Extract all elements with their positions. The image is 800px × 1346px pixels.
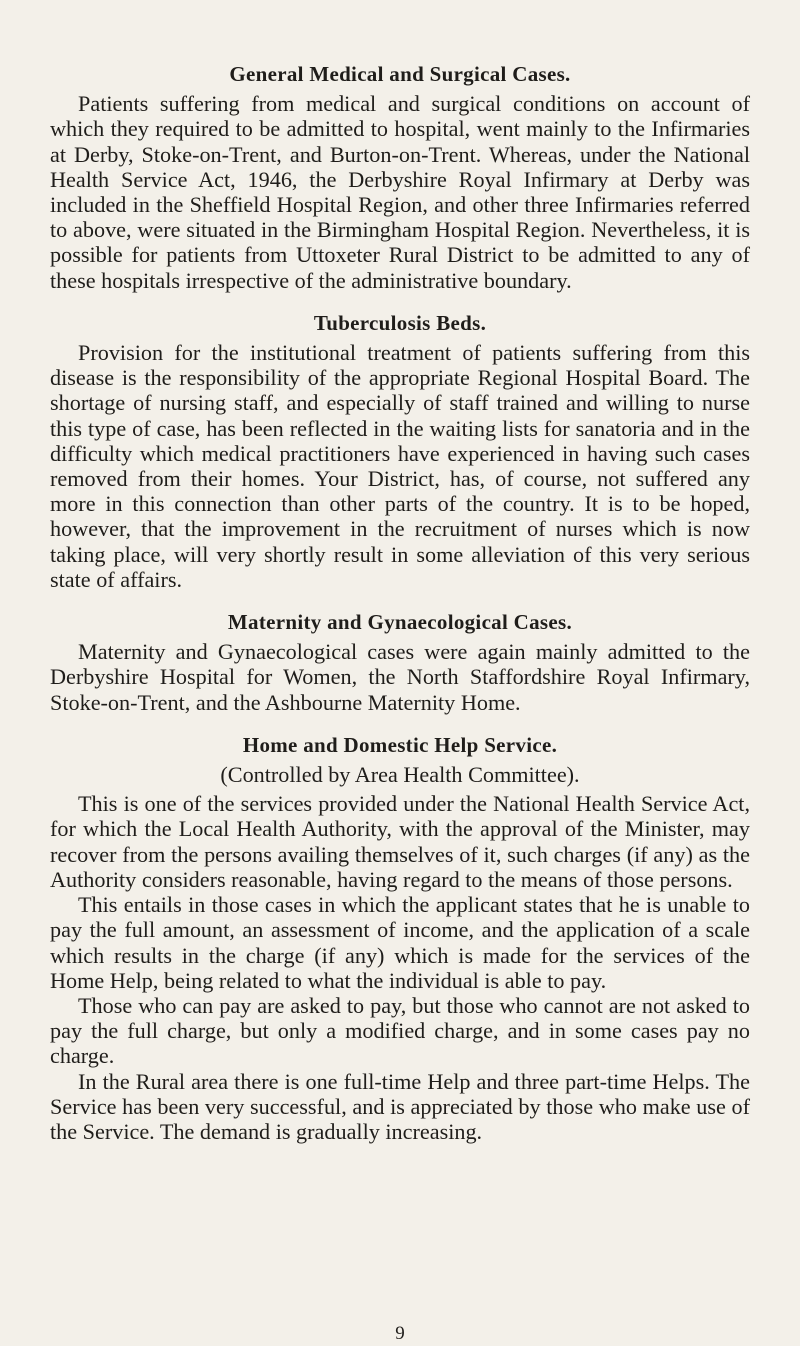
- paragraph-home-help-4: In the Rural area there is one full-time Help and three part-time Helps. The Service has been very successful, and is appreciated by those who make use of the Service. The demand is gradually increasing.: [50, 1068, 750, 1144]
- paragraph-maternity: Maternity and Gynaecological cases were again mainly admitted to the Derbyshire Hospital for Women, the North Staffordshire Royal Infirmary, Stoke-on-Trent, and the Ashbourne Maternity Home.: [50, 639, 750, 715]
- paragraph-tuberculosis: Provision for the institutional treatment of patients suffering from this disease is the responsibility of the appropriate Regional Hospital Board. The shortage of nursing staff, and especially of staff trained and willing to nurse this type of case, has been reflected in the waiting lists for sanatoria and in the difficulty which medical practitioners have experienced in having such cases removed from their homes. Your District, has, of course, not suffered any more in this connection than other parts of the country. It is to be hoped, however, that the improvement in the recruitment of nurses which is now taking place, will very shortly result in some alleviation of this very serious state of affairs.: [50, 340, 750, 592]
- paragraph-home-help-1: This is one of the services provided under the National Health Service Act, for which the Local Health Authority, with the approval of the Minister, may recover from the persons availing themselves of it, such charges (if any) as the Authority considers reasonable, having regard to the means of those persons.: [50, 791, 750, 892]
- section-heading-general-medical: General Medical and Surgical Cases.: [229, 62, 571, 86]
- paragraph-home-help-3: Those who can pay are asked to pay, but those who cannot are not asked to pay the full charge, but only a modified charge, and in some cases pay no charge.: [50, 992, 750, 1069]
- paragraph-general-medical: Patients suffering from medical and surgical conditions on account of which they required to be admitted to hospital, went mainly to the Infirmaries at Derby, Stoke-on-Trent, and Burton-on-Trent. Whereas, under the National Health Service Act, 1946, the Derbyshire Royal Infirmary at Derby was included in the Sheffield Hospital Region, and other three Infirmaries referred to above, were situated in the Birmingham Hospital Region. Nevertheless, it is possible for patients from Uttoxeter Rural District to be admitted to any of these hospitals irrespective of the administrative boundary.: [50, 91, 750, 293]
- page-number: 9: [395, 1323, 405, 1344]
- paragraph-home-help-2: This entails in those cases in which the applicant states that he is unable to pay the full amount, an assessment of income, and the application of a scale which results in the charge (if any) which is made for the services of the Home Help, being related to what the individual is able to pay.: [50, 892, 750, 993]
- section-heading-home-help: Home and Domestic Help Service.: [242, 732, 558, 757]
- section-subheading-home-help: (Controlled by Area Health Committee).: [220, 762, 580, 788]
- section-heading-tuberculosis: Tuberculosis Beds.: [313, 310, 487, 335]
- section-heading-maternity: Maternity and Gynaecological Cases.: [227, 610, 573, 635]
